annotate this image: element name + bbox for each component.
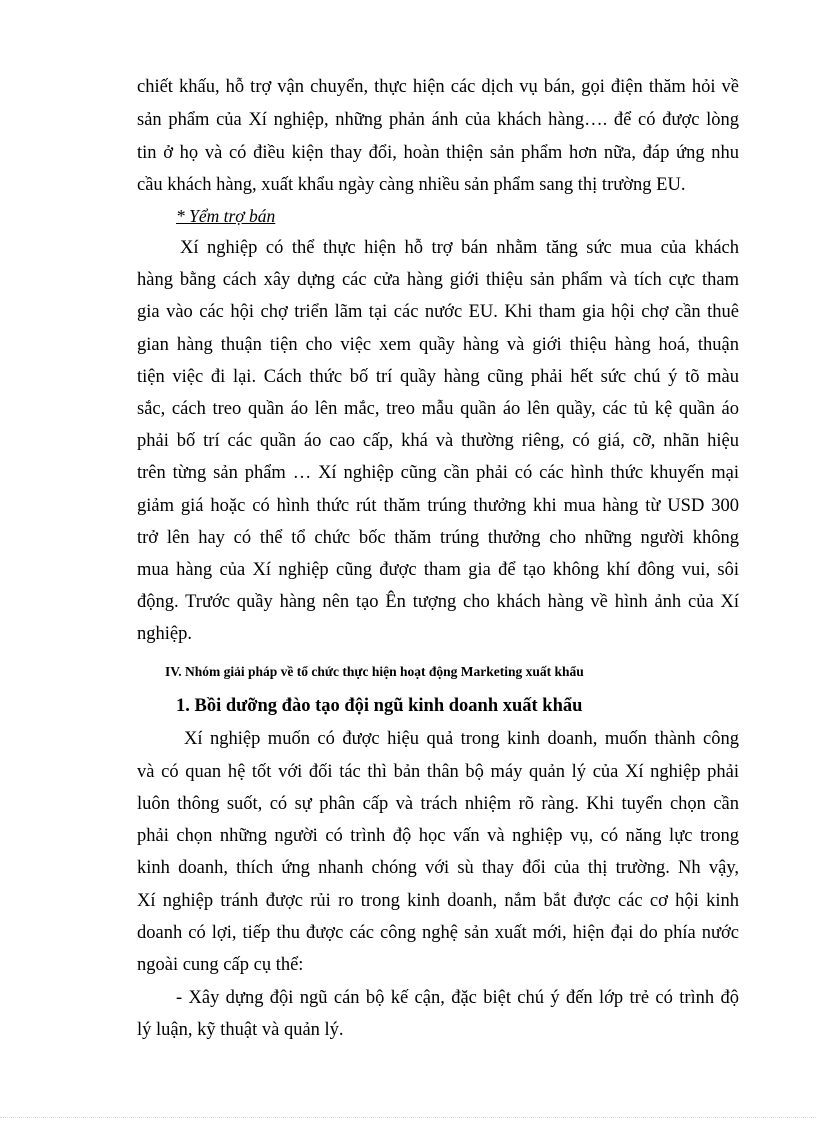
page-bottom-divider [0, 1117, 816, 1118]
paragraph-3-line-2: và có quan hệ tốt với đối tác thì bản thân bộ máy quản lý của Xí nghiệp phải [137, 762, 739, 782]
paragraph-2-line-9: giảm giá hoặc có hình thức rút thăm trúng thưởng khi mua hàng từ USD 300 [137, 496, 739, 516]
paragraph-4-line-2: lý luận, kỹ thuật và quản lý. [137, 1020, 344, 1040]
paragraph-4-line-1: - Xây dựng đội ngũ cán bộ kế cận, đặc biệt chú ý đến lớp trẻ có trình độ [176, 988, 739, 1008]
paragraph-2-line-1: Xí nghiệp có thể thực hiện hỗ trợ bán nhằm tăng sức mua của khách [180, 238, 739, 258]
paragraph-3-line-4: phải chọn những người có trình độ học vấn và nghiệp vụ, có năng lực trong [137, 826, 739, 846]
paragraph-3-line-5: kinh doanh, thích ứng nhanh chóng với sù thay đổi của thị trường. Nh vậy, [137, 858, 739, 878]
paragraph-2-line-5: tiện việc đi lại. Cách thức bố trí quầy hàng cũng phải hết sức chú ý tõ màu [137, 367, 739, 387]
paragraph-3-line-6: Xí nghiệp tránh được rủi ro trong kinh doanh, nắm bắt được các cơ hội kinh [137, 891, 739, 911]
paragraph-1-line-3: tin ở họ và có điều kiện thay đổi, hoàn thiện sản phẩm hơn nữa, đáp ứng nhu [137, 143, 739, 163]
paragraph-3-line-3: luôn thông suốt, có sự phân cấp và trách nhiệm rõ ràng. Khi tuyển chọn cần [137, 794, 739, 814]
paragraph-3-line-1: Xí nghiệp muốn có được hiệu quả trong kinh doanh, muốn thành công [184, 729, 739, 749]
paragraph-3-line-8: ngoài cung cấp cụ thể: [137, 955, 304, 975]
paragraph-2-line-2: hàng bằng cách xây dựng các cửa hàng giới thiệu sản phẩm và tích cực tham [137, 270, 739, 290]
paragraph-2-line-3: gia vào các hội chợ triển lãm tại các nước EU. Khi tham gia hội chợ cần thuê [137, 302, 739, 322]
paragraph-2-line-12: động. Trước quầy hàng nên tạo Ên tượng cho khách hàng về hình ảnh của Xí [137, 592, 739, 612]
section-heading: IV. Nhóm giải pháp về tổ chức thực hiện hoạt động Marketing xuất khẩu [165, 664, 584, 679]
paragraph-1-line-2: sản phẩm của Xí nghiệp, những phản ánh của khách hàng…. để có được lòng [137, 110, 739, 130]
sub-section-heading: 1. Bồi dưỡng đào tạo đội ngũ kinh doanh xuất khẩu [176, 696, 583, 716]
paragraph-2-line-13: nghiệp. [137, 624, 192, 644]
paragraph-2-line-6: sắc, cách treo quần áo lên mắc, treo mẫu quần áo lên quầy, các tủ kệ quần áo [137, 399, 739, 419]
paragraph-2-line-7: phải bố trí các quần áo cao cấp, khá và thường riêng, có giá, cỡ, nhãn hiệu [137, 431, 739, 451]
paragraph-3-line-7: doanh có lợi, tiếp thu được các công nghệ sản xuất mới, hiện đại do phía nước [137, 923, 739, 943]
paragraph-2-line-4: gian hàng thuận tiện cho việc xem quầy hàng và giới thiệu hàng hoá, thuận [137, 335, 739, 355]
paragraph-2-line-10: trở lên hay có thể tổ chức bốc thăm trúng thưởng cho những người không [137, 528, 739, 548]
paragraph-1-line-1: chiết khấu, hỗ trợ vận chuyển, thực hiện các dịch vụ bán, gọi điện thăm hỏi về [137, 77, 739, 97]
paragraph-2-line-8: trên từng sản phẩm … Xí nghiệp cũng cần phải có các hình thức khuyến mại [137, 463, 739, 483]
paragraph-1-line-4: cầu khách hàng, xuất khẩu ngày càng nhiều sản phẩm sang thị trường EU. [137, 175, 686, 195]
subheading-sales-support: * Yểm trợ bán [176, 206, 276, 226]
paragraph-2-line-11: mua hàng của Xí nghiệp cũng được tham gia để tạo không khí đông vui, sôi [137, 560, 739, 580]
